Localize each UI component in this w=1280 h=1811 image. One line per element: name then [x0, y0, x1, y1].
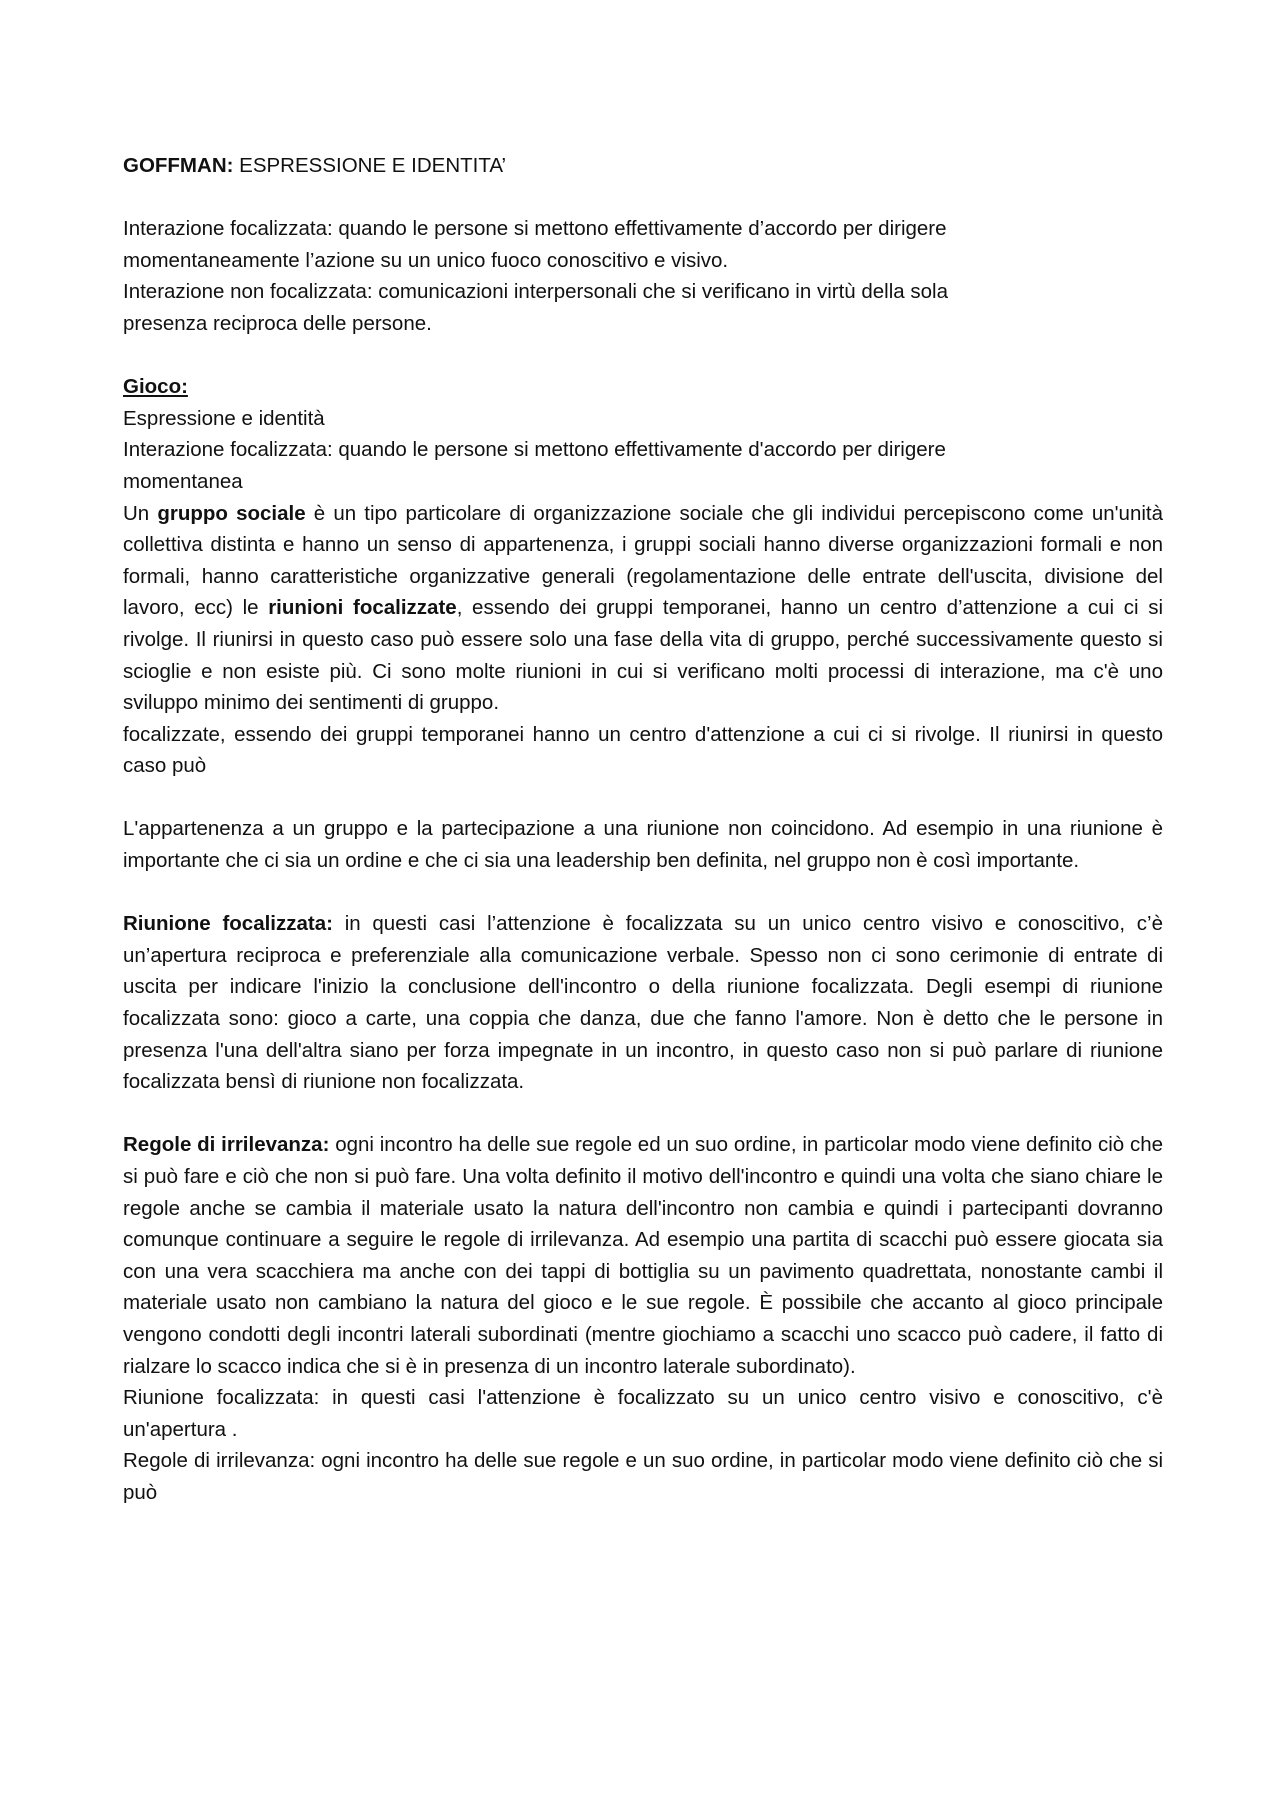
regole-irrilevanza-paragraph — [123, 1129, 1163, 1382]
gioco-heading-text: Gioco: — [123, 375, 188, 399]
gruppo-bold-1: gruppo sociale — [157, 501, 306, 525]
gioco-line-1: Espressione e identità — [123, 406, 325, 430]
regole-text: ogni incontro ha delle sue regole ed un suo ordine, in particolar modo viene definito ciò che si può fare e ciò che non si può fare. Una volta definito il motivo dell'incontro e quindi una volta che siano chiare le regole anche se cambia il materiale usato la natura dell'incontro non cambia e quindi i partecipanti dovranno comunque continuare a seguire le regole di irrilevanza. Ad esempio una partita di scacchi può essere giocata sia con una vera scacchiera ma anche con dei tappi di bottiglia su un pavimento quadrettata, nonostante cambi il materiale usato non cambiano la natura del gioco e le sue regole. È possibile che accanto al gioco principale vengono condotti degli incontri laterali subordinati (mentre giochiamo a scacchi uno scacco può cadere, il fatto di rialzare lo scacco indica che si è in presenza di un incontro laterale subordinato). — [123, 1133, 1164, 1378]
gruppo-text-2: è un tipo particolare di organizzazione sociale che gli individui percepiscono come un'unità collettiva distinta e hanno un senso di appartenenza, i gruppi sociali hanno diverse organizzazioni formali e non formali, hanno caratteristiche organizzative generali (regolamentazione delle entrate dell'uscita, divisione del lavoro, ecc) le — [123, 501, 1164, 620]
spacer — [123, 340, 1163, 372]
riunione-repeat-paragraph: Riunione focalizzata: in questi casi l'attenzione è focalizzato su un unico centro visivo e conoscitivo, c'è un'apertura . — [123, 1386, 1163, 1441]
spacer — [123, 182, 1163, 214]
regole-repeat-paragraph: Regole di irrilevanza: ogni incontro ha delle sue regole e un suo ordine, in particolar modo viene definito ciò che si può — [123, 1449, 1163, 1504]
gruppo-text-3: , essendo dei gruppi temporanei, hanno un centro d’attenzione a cui ci si rivolge. Il riunirsi in questo caso può essere solo una fase della vita di gruppo, perché successivamente questo si scioglie e non esiste più. Ci sono molte riunioni in cui si verificano molti processi di interazione, ma c'è uno sviluppo minimo dei sentimenti di gruppo. — [123, 596, 1163, 715]
gioco-line-2: Interazione focalizzata: quando le persone si mettono effettivamente d'accordo per dirigere — [123, 438, 946, 462]
riunione-label: Riunione focalizzata: — [123, 912, 333, 936]
gruppo-bold-2: riunioni focalizzate — [268, 596, 457, 620]
appartenenza-paragraph: L'appartenenza a un gruppo e la partecipazione a una riunione non coincidono. Ad esempio in una riunione è importante che ci sia un ordine e che ci sia una leadership ben definita, nel gruppo non è così importante. — [123, 817, 1163, 873]
intro-unfocused-line-1: Interazione non focalizzata: comunicazioni interpersonali che si verificano in virtù della sola — [123, 280, 948, 304]
document-title — [123, 150, 1163, 182]
title-subject: ESPRESSIONE E IDENTITA’ — [233, 154, 507, 177]
gioco-heading — [123, 371, 1163, 403]
riunione-text: in questi casi l’attenzione è focalizzata su un unico centro visivo e conoscitivo, c’è un’apertura reciproca e preferenziale alla comunicazione verbale. Spesso non ci sono cerimonie di entrate di uscita per indicare l'inizio la conclusione dell'incontro o della riunione focalizzata. Degli esempi di riunione focalizzata sono: gioco a carte, una coppia che danza, due che fanno l'amore. Non è detto che le persone in presenza l'una dell'altra siano per forza impegnate in un incontro, in questo caso non si può parlare di riunione focalizzata bensì di riunione non focalizzata. — [123, 912, 1163, 1094]
title-author: GOFFMAN: — [123, 154, 234, 177]
spacer — [123, 1098, 1163, 1130]
intro-unfocused-line-2: presenza reciproca delle persone. — [123, 311, 432, 335]
gruppo-text-1: Un — [123, 501, 158, 525]
gioco-line-3: momentanea — [123, 469, 243, 493]
regole-label: Regole di irrilevanza: — [123, 1133, 330, 1157]
focalizzate-repeat-paragraph: focalizzate, essendo dei gruppi temporanei hanno un centro d'attenzione a cui ci si rivolge. Il riunirsi in questo caso può — [123, 722, 1163, 778]
intro-focused-line-1: Interazione focalizzata: quando le persone si mettono effettivamente d’accordo per dirigere — [123, 217, 947, 241]
gruppo-sociale-paragraph — [123, 498, 1163, 719]
intro-focused-definition — [123, 213, 1163, 276]
spacer — [123, 877, 1163, 909]
riunione-focalizzata-paragraph — [123, 908, 1163, 1098]
intro-focused-line-2: momentaneamente l’azione su un unico fuoco conoscitivo e visivo. — [123, 248, 729, 272]
spacer — [123, 782, 1163, 814]
document-page — [123, 150, 1163, 1509]
intro-unfocused-definition — [123, 276, 1163, 339]
